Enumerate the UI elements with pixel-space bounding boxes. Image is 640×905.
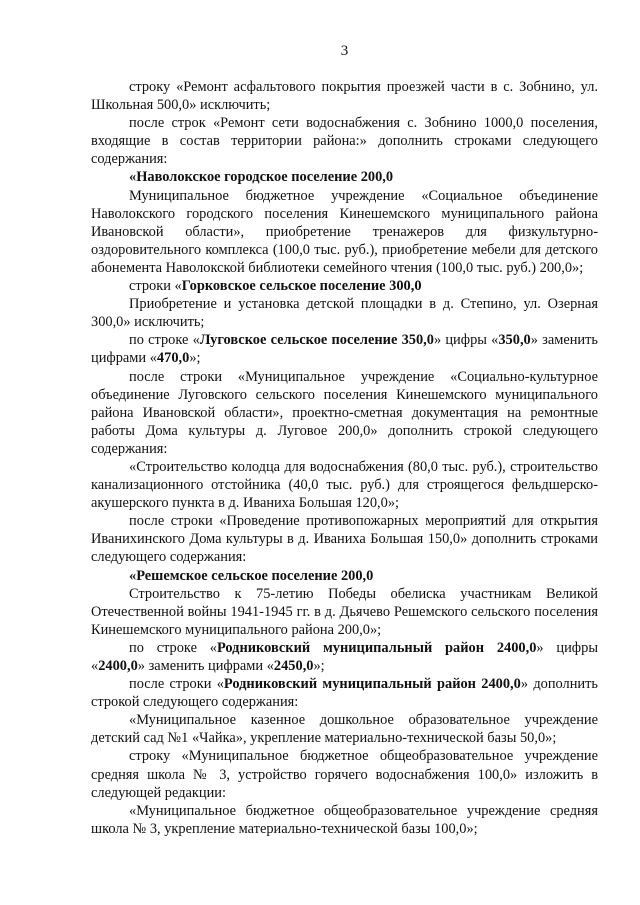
bold-text-run: Родниковский муниципальный район 2400,0 — [216, 639, 537, 656]
paragraph — [91, 639, 598, 675]
paragraph — [91, 114, 598, 168]
text-run: » цифры « — [433, 332, 499, 349]
bold-text-run: «Наволокское городское поселение 200,0 — [129, 169, 394, 186]
paragraph — [91, 78, 598, 114]
text-run: строку «Ремонт асфальтового покрытия проезжей части в с. Зобнино, ул. Школьная 500,0» исключить; — [91, 79, 598, 114]
text-run: Муниципальное бюджетное учреждение «Социальное объединение Наволокского городского поселения Кинешемского муниципального района Ивановской области», приобретение тренажеров для физкультурно-оздоровительного комплекса (100,0 тыс. руб.), приобретение мебели для детского абонемента Наволокской библиотеки семейного чтения (100,0 тыс. руб.) 200,0»; — [91, 187, 598, 276]
paragraph — [91, 567, 598, 585]
bold-text-run: «Решемское сельское поселение 200,0 — [129, 567, 374, 584]
text-run: после строки « — [129, 676, 224, 693]
text-run: «Муниципальное казенное дошкольное образовательное учреждение детский сад №1 «Чайка», укрепление материально-технической базы 50,0»; — [91, 712, 598, 747]
bold-text-run: Луговское сельское поселение 350,0 — [199, 332, 434, 349]
paragraph — [91, 331, 598, 367]
paragraph — [91, 802, 598, 838]
text-run: » заменить цифрами « — [91, 332, 598, 367]
text-run: «Строительство колодца для водоснабжения (80,0 тыс. руб.), строительство канализационного отстойника (40,0 тыс. руб.) для строящегося фельдшерско-акушерского пункта в д. Иваниха Большая 120,0»; — [91, 458, 598, 512]
text-run: после строки «Проведение противопожарных мероприятий для открытия Иванихинского Дома культуры в д. Иваниха Большая 150,0» дополнить строками следующего содержания: — [91, 513, 598, 566]
paragraph — [91, 711, 598, 747]
bold-text-run: 350,0 — [498, 332, 531, 349]
document-body — [91, 78, 598, 838]
paragraph — [91, 585, 598, 639]
paragraph — [91, 187, 598, 277]
text-run: » дополнить строкой следующего содержания: — [91, 676, 598, 711]
text-run: после строк «Ремонт сети водоснабжения с. Зобнино 1000,0 поселения, входящие в состав территории района:» дополнить строками следующего содержания: — [91, 115, 598, 168]
paragraph — [91, 277, 598, 295]
text-run: строки « — [129, 278, 182, 295]
paragraph — [91, 747, 598, 801]
bold-text-run: 2400,0 — [98, 658, 138, 674]
paragraph — [91, 168, 598, 186]
text-run: Строительство к 75-летию Победы обелиска участникам Великой Отечественной войны 1941-1945 гг. в д. Дьячево Решемского сельского поселения Кинешемского муниципального района 200,0»; — [91, 585, 598, 638]
paragraph — [91, 368, 598, 458]
bold-text-run: 470,0 — [156, 350, 190, 367]
text-run: после строки «Муниципальное учреждение «Социально-культурное объединение Луговского сельского поселения Кинешемского муниципального района Ивановской области», проектно-сметная документация на ремонтные работы Дома культуры д. Луговое 200,0» дополнить строкой следующего содержания: — [91, 368, 598, 457]
bold-text-run: 2450,0 — [273, 658, 314, 674]
bold-text-run: Горковское сельское поселение 300,0 — [181, 278, 422, 295]
paragraph — [91, 675, 598, 711]
text-run: » заменить цифрами « — [137, 658, 274, 674]
text-run: по строке « — [129, 639, 217, 656]
text-run: по строке « — [129, 332, 200, 349]
text-run: »; — [313, 658, 325, 674]
text-run: строку «Муниципальное бюджетное общеобразовательное учреждение средняя школа № 3, устройство горячего водоснабжения 100,0» изложить в следующей редакции: — [91, 748, 598, 801]
text-run: » цифры « — [91, 639, 598, 674]
paragraph — [91, 512, 598, 566]
paragraph — [91, 458, 598, 512]
page-number: 3 — [340, 43, 349, 59]
paragraph — [91, 295, 598, 331]
text-run: »; — [189, 350, 201, 367]
bold-text-run: Родниковский муниципальный район 2400,0 — [223, 676, 521, 693]
text-run: Приобретение и установка детской площадки в д. Степино, ул. Озерная 300,0» исключить; — [91, 296, 598, 331]
text-run: «Муниципальное бюджетное общеобразовательное учреждение средняя школа № 3, укрепление материально-технической базы 100,0»; — [91, 802, 598, 837]
